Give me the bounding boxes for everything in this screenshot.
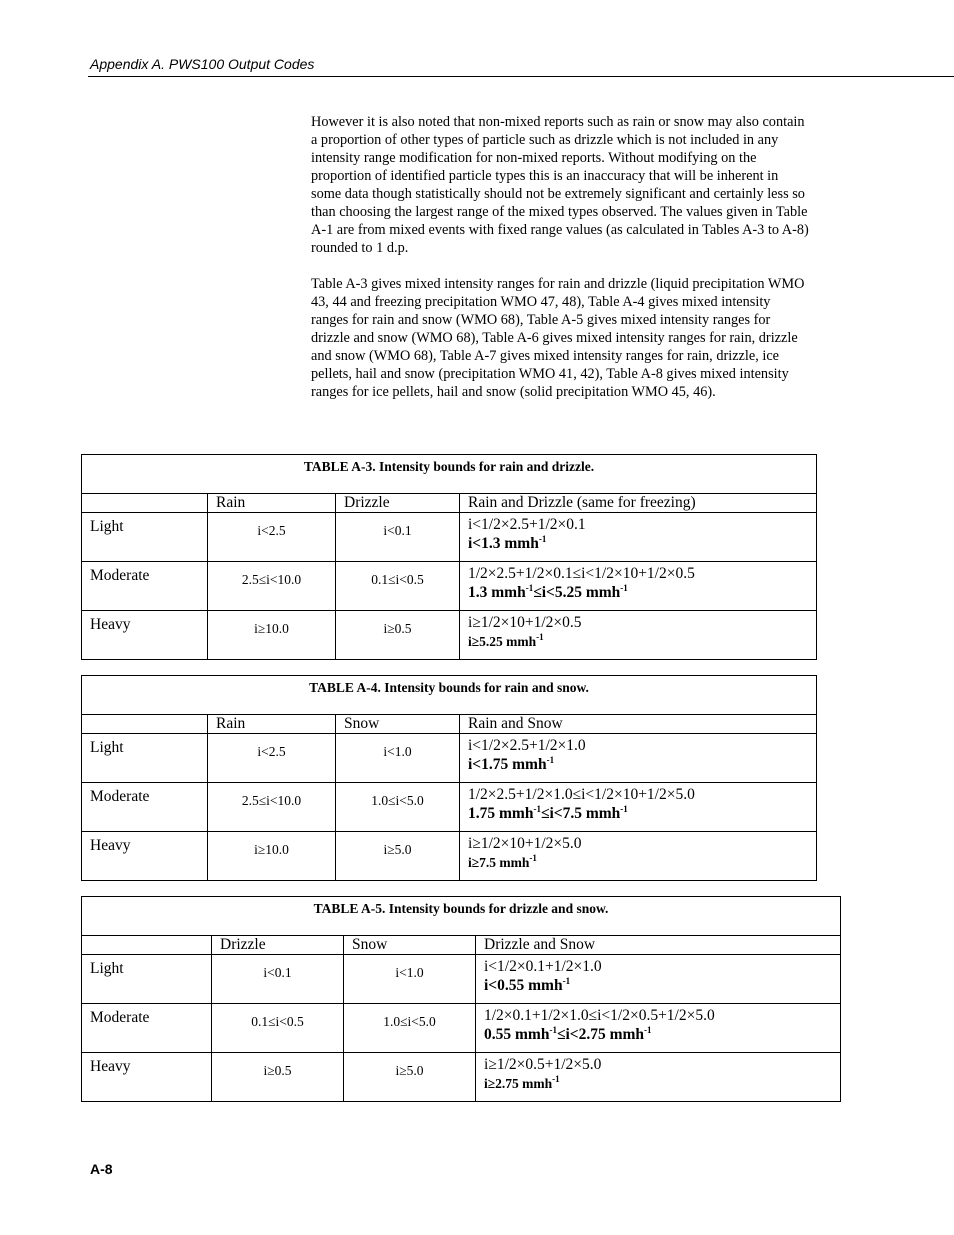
mixed-range-cell bbox=[476, 955, 841, 1004]
table-row bbox=[82, 734, 817, 783]
table-a4 bbox=[81, 675, 817, 881]
table-row bbox=[82, 1004, 841, 1053]
table-header-cell: Rain and Drizzle (same for freezing) bbox=[460, 494, 817, 513]
range-result: i≥5.25 mmh$^{-1}$ bbox=[468, 632, 544, 649]
table-row bbox=[82, 783, 817, 832]
table-title: TABLE A-3. Intensity bounds for rain and drizzle. bbox=[82, 455, 817, 494]
table-header-cell: Snow bbox=[344, 936, 476, 955]
table-cell: i≥5.0 bbox=[344, 1053, 476, 1102]
range-formula: 1/2×0.1+1/2×1.0≤i<1/2×0.5+1/2×5.0 bbox=[484, 1007, 715, 1024]
range-result: i<1.3 mmh$^{-1}$ bbox=[468, 534, 547, 552]
range-result: i≥7.5 mmh$^{-1}$ bbox=[468, 853, 537, 870]
range-formula: i<1/2×2.5+1/2×1.0 bbox=[468, 737, 586, 754]
row-label: Heavy bbox=[82, 611, 208, 660]
table-cell: 1.0≤i<5.0 bbox=[336, 783, 460, 832]
row-label: Moderate bbox=[82, 1004, 212, 1053]
table-header-cell: Drizzle bbox=[212, 936, 344, 955]
range-formula: i≥1/2×10+1/2×0.5 bbox=[468, 614, 582, 631]
row-label: Moderate bbox=[82, 562, 208, 611]
range-formula: i≥1/2×10+1/2×5.0 bbox=[468, 835, 582, 852]
table-header-cell: Rain and Snow bbox=[460, 715, 817, 734]
page-number: A-8 bbox=[90, 1161, 113, 1177]
mixed-range-cell bbox=[476, 1004, 841, 1053]
table-row bbox=[82, 562, 817, 611]
table-a3 bbox=[81, 454, 817, 660]
table-header-cell: Rain bbox=[208, 715, 336, 734]
row-label: Light bbox=[82, 955, 212, 1004]
table-a5 bbox=[81, 896, 841, 1102]
range-result: 1.3 mmh$^{-1}$≤i<5.25 mmh$^{-1}$ bbox=[468, 583, 628, 601]
mixed-range-cell bbox=[460, 832, 817, 881]
table-header-empty bbox=[82, 494, 208, 513]
table-header-cell: Drizzle bbox=[336, 494, 460, 513]
table-row bbox=[82, 1053, 841, 1102]
mixed-range-cell bbox=[460, 562, 817, 611]
body-paragraph-2: Table A-3 gives mixed intensity ranges for rain and drizzle (liquid precipitation WMO 43, 44 and freezing precipitation WMO 47, 48), Table A-4 gives mixed intensity ranges for rain and snow (WMO 68), Table A-5 gives mixed intensity ranges for drizzle and snow (WMO 68), Table A-6 gives mixed intensity ranges for rain, drizzle and snow (WMO 68), Table A-7 gives mixed intensity ranges for rain, drizzle, ice pellets, hail and snow (precipitation WMO 41, 42), Table A-8 gives mixed intensity ranges for ice pellets, hail and snow (solid precipitation WMO 45, 46). bbox=[311, 276, 805, 400]
row-label: Moderate bbox=[82, 783, 208, 832]
table-cell: i≥0.5 bbox=[212, 1053, 344, 1102]
table-header-cell: Snow bbox=[336, 715, 460, 734]
table-cell: i≥5.0 bbox=[336, 832, 460, 881]
table-row bbox=[82, 611, 817, 660]
table-cell: 2.5≤i<10.0 bbox=[208, 562, 336, 611]
range-result: i<0.55 mmh$^{-1}$ bbox=[484, 976, 571, 994]
table-cell: i<2.5 bbox=[208, 734, 336, 783]
range-formula: 1/2×2.5+1/2×0.1≤i<1/2×10+1/2×0.5 bbox=[468, 565, 695, 582]
table-cell: i<1.0 bbox=[344, 955, 476, 1004]
table-cell: i≥10.0 bbox=[208, 832, 336, 881]
table-cell: 1.0≤i<5.0 bbox=[344, 1004, 476, 1053]
range-result: 1.75 mmh$^{-1}$≤i<7.5 mmh$^{-1}$ bbox=[468, 804, 628, 822]
mixed-range-cell bbox=[460, 513, 817, 562]
table-row bbox=[82, 955, 841, 1004]
table-title: TABLE A-5. Intensity bounds for drizzle and snow. bbox=[82, 897, 841, 936]
table-cell: 0.1≤i<0.5 bbox=[212, 1004, 344, 1053]
row-label: Heavy bbox=[82, 832, 208, 881]
table-header-cell: Rain bbox=[208, 494, 336, 513]
mixed-range-cell bbox=[460, 734, 817, 783]
range-formula: i≥1/2×0.5+1/2×5.0 bbox=[484, 1056, 602, 1073]
table-title: TABLE A-4. Intensity bounds for rain and snow. bbox=[82, 676, 817, 715]
table-row bbox=[82, 832, 817, 881]
table-cell: i≥0.5 bbox=[336, 611, 460, 660]
table-row bbox=[82, 513, 817, 562]
range-formula: i<1/2×0.1+1/2×1.0 bbox=[484, 958, 602, 975]
mixed-range-cell bbox=[476, 1053, 841, 1102]
table-cell: i<0.1 bbox=[336, 513, 460, 562]
mixed-range-cell bbox=[460, 783, 817, 832]
table-cell: i<1.0 bbox=[336, 734, 460, 783]
row-label: Light bbox=[82, 734, 208, 783]
range-result: i<1.75 mmh$^{-1}$ bbox=[468, 755, 555, 773]
table-cell: i<0.1 bbox=[212, 955, 344, 1004]
table-header-empty bbox=[82, 936, 212, 955]
range-formula: 1/2×2.5+1/2×1.0≤i<1/2×10+1/2×5.0 bbox=[468, 786, 695, 803]
header-rule bbox=[88, 76, 954, 77]
range-formula: i<1/2×2.5+1/2×0.1 bbox=[468, 516, 586, 533]
range-result: i≥2.75 mmh$^{-1}$ bbox=[484, 1074, 560, 1091]
table-header-empty bbox=[82, 715, 208, 734]
table-cell: 2.5≤i<10.0 bbox=[208, 783, 336, 832]
table-cell: 0.1≤i<0.5 bbox=[336, 562, 460, 611]
running-header: Appendix A. PWS100 Output Codes bbox=[90, 56, 315, 72]
table-header-cell: Drizzle and Snow bbox=[476, 936, 841, 955]
body-paragraph-1: However it is also noted that non-mixed reports such as rain or snow may also contain a proportion of other types of particle such as drizzle which is not included in any intensity range modification for non-mixed reports. Without modifying on the proportion of identified particle types this is an inaccuracy that will be inherent in some data though statistically should not be extremely significant and certainly less so than choosing the largest range of the mixed types observed. The values given in Table A-1 are from mixed events with fixed range values (as calculated in Tables A-3 to A-8) rounded to 1 d.p. bbox=[311, 114, 809, 256]
table-cell: i≥10.0 bbox=[208, 611, 336, 660]
mixed-range-cell bbox=[460, 611, 817, 660]
range-result: 0.55 mmh$^{-1}$≤i<2.75 mmh$^{-1}$ bbox=[484, 1025, 652, 1043]
row-label: Heavy bbox=[82, 1053, 212, 1102]
row-label: Light bbox=[82, 513, 208, 562]
table-cell: i<2.5 bbox=[208, 513, 336, 562]
